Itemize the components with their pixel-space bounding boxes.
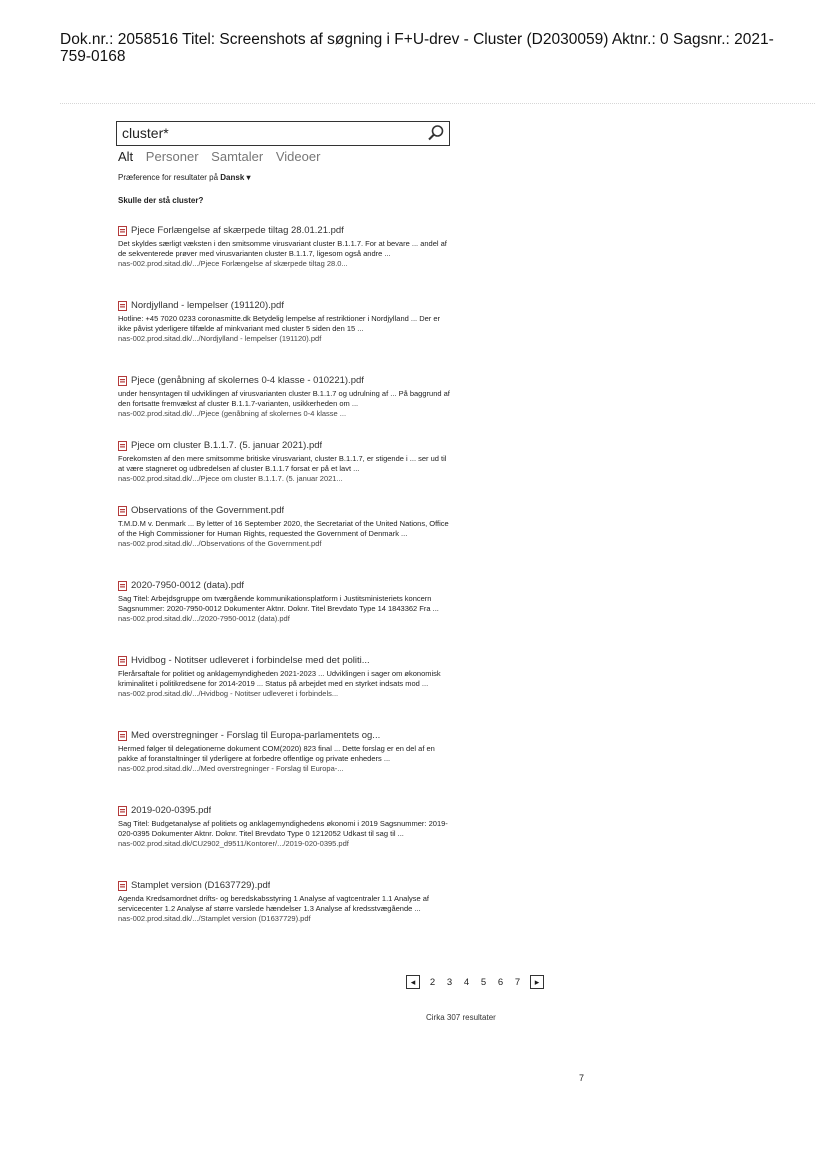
result-title-link[interactable]: 2019-020-0395.pdf <box>131 805 212 816</box>
page-link[interactable]: 2 <box>429 976 436 988</box>
result-snippet: Sag Titel: Arbejdsgruppe om tværgående kommunikationsplatform i Justitsministeriets koncern Sagsnummer: 2020-7950-0012 Dokumenter Aktnr. Doknr. Titel Brevdato Type 14 1843362 Fra ... <box>118 594 439 613</box>
result-title-row <box>118 804 454 817</box>
result-url[interactable]: nas-002.prod.sitad.dk/.../2020-7950-0012 (data).pdf <box>118 614 290 624</box>
page-link[interactable]: 5 <box>480 976 487 988</box>
result-title-row <box>118 504 454 517</box>
page-link[interactable]: 6 <box>497 976 504 988</box>
result-title-link[interactable]: Pjece (genåbning af skolernes 0-4 klasse - 010221).pdf <box>131 375 364 386</box>
result-title-row <box>118 879 454 892</box>
pdf-file-icon <box>118 806 127 816</box>
result-title-row <box>118 439 454 452</box>
search-result <box>118 374 454 419</box>
result-url[interactable]: nas-002.prod.sitad.dk/.../Nordjylland - lempelser (191120).pdf <box>118 334 322 344</box>
pdf-file-icon <box>118 731 127 741</box>
prev-page-button[interactable]: ◂ <box>406 975 420 989</box>
language-dropdown[interactable]: Dansk ▾ <box>220 173 251 182</box>
result-title-row <box>118 729 454 742</box>
tab-all[interactable]: Alt <box>118 149 134 164</box>
spelling-suggestion[interactable]: Skulle der stå cluster? <box>118 196 204 205</box>
search-icon[interactable] <box>427 124 445 142</box>
result-title-link[interactable]: Observations of the Government.pdf <box>131 505 285 516</box>
result-title-row <box>118 299 454 312</box>
page-link[interactable]: 4 <box>463 976 470 988</box>
result-url[interactable]: nas-002.prod.sitad.dk/.../Med overstregninger - Forslag til Europa-... <box>118 764 344 774</box>
search-result <box>118 224 454 269</box>
search-result <box>118 879 454 924</box>
result-count: Cirka 307 resultater <box>426 1013 496 1022</box>
result-snippet: Agenda Kredsamordnet drifts- og beredskabsstyring 1 Analyse af vagtcentraler 1.1 Analyse af servicecenter 1.2 Analyse af større varslede hændelser 1.3 Analyse af kredsstvægående ... <box>118 894 430 913</box>
pdf-file-icon <box>118 881 127 891</box>
result-snippet: Forekomsten af den mere smitsomme britiske virusvariant, cluster B.1.1.7, er stigende i ... ser ud til at være stagneret og udbredelsen af cluster B.1.1.7 forsat er på et lavt ... <box>118 454 447 473</box>
result-url[interactable]: nas-002.prod.sitad.dk/.../Observations of the Government.pdf <box>118 539 322 549</box>
result-snippet: Hermed følger til delegationerne dokument COM(2020) 823 final ... Dette forslag er en del af en pakke af foranstaltninger til yderligere at forbedre offentlige og private enheders ... <box>118 744 435 763</box>
result-title-link[interactable]: Pjece Forlængelse af skærpede tiltag 28.01.21.pdf <box>131 225 344 236</box>
result-snippet: Det skyldes særligt væksten i den smitsomme virusvariant cluster B.1.1.7. For at bevare ... andel af de sekventerede prøver med virusvarianten cluster B.1.1.7, ligesom også andre ... <box>118 239 447 258</box>
pagination <box>406 973 544 991</box>
pdf-file-icon <box>118 441 127 451</box>
result-url[interactable]: nas-002.prod.sitad.dk/.../Stamplet version (D1637729).pdf <box>118 914 311 924</box>
tab-people[interactable]: Personer <box>145 149 199 164</box>
pdf-file-icon <box>118 301 127 311</box>
search-result <box>118 504 454 549</box>
pdf-file-icon <box>118 656 127 666</box>
result-snippet: under hensyntagen til udviklingen af virusvarianten cluster B.1.1.7 og udrulning af ... På baggrund af den fortsatte fremvækst af cluster B.1.1.7-varianten, usikkerheden om ... <box>118 389 450 408</box>
result-title-link[interactable]: Stamplet version (D1637729).pdf <box>131 880 271 891</box>
search-input[interactable] <box>117 122 422 144</box>
result-title-link[interactable]: 2020-7950-0012 (data).pdf <box>131 580 245 591</box>
pdf-file-icon <box>118 226 127 236</box>
page-link[interactable]: 3 <box>446 976 453 988</box>
page-link[interactable]: 7 <box>514 976 521 988</box>
result-title-row <box>118 579 454 592</box>
search-result <box>118 579 454 624</box>
pdf-file-icon <box>118 506 127 516</box>
result-title-link[interactable]: Pjece om cluster B.1.1.7. (5. januar 2021).pdf <box>131 440 323 451</box>
search-result <box>118 299 454 344</box>
next-page-button[interactable]: ▸ <box>530 975 544 989</box>
search-result <box>118 729 454 774</box>
result-title-row <box>118 224 454 237</box>
result-title-link[interactable]: Med overstregninger - Forslag til Europa-parlamentets og... <box>131 730 381 741</box>
page-number: 7 <box>579 1073 585 1083</box>
search-result <box>118 439 454 484</box>
result-url[interactable]: nas-002.prod.sitad.dk/.../Hvidbog - Notitser udleveret i forbindels... <box>118 689 339 699</box>
result-snippet: Hotline: +45 7020 0233 coronasmitte.dk Betydelig lempelse af restriktioner i Nordjylland ... Der er ikke påvist yderligere tilfælde af minkvariant med cluster 5 siden den 15 ... <box>118 314 441 333</box>
document-header: Dok.nr.: 2058516 Titel: Screenshots af søgning i F+U-drev - Cluster (D2030059) Aktnr.: 0 Sagsnr.: 2021-759-0168 <box>60 31 774 65</box>
result-title-row <box>118 374 454 387</box>
search-result <box>118 804 454 849</box>
result-url[interactable]: nas-002.prod.sitad.dk/.../Pjece Forlængelse af skærpede tiltag 28.0... <box>118 259 348 269</box>
search-result <box>118 654 454 699</box>
search-tabs <box>118 149 329 164</box>
result-preference <box>118 173 251 182</box>
header-divider <box>60 103 815 104</box>
result-snippet: Sag Titel: Budgetanalyse af politiets og anklagemyndighedens økonomi i 2019 Sagsnummer: 2019-020-0395 Dokumenter Aktnr. Doknr. Titel Brevdato Type 0 1212052 Udkast til sag til ... <box>118 819 448 838</box>
search-box[interactable] <box>116 121 450 146</box>
result-title-link[interactable]: Hvidbog - Notitser udleveret i forbindelse med det politi... <box>131 655 370 666</box>
tab-conversations[interactable]: Samtaler <box>211 149 264 164</box>
preference-label: Præference for resultater på <box>118 173 219 182</box>
result-url[interactable]: nas-002.prod.sitad.dk/.../Pjece (genåbning af skolernes 0-4 klasse ... <box>118 409 347 419</box>
result-title-link[interactable]: Nordjylland - lempelser (191120).pdf <box>131 300 284 311</box>
pdf-file-icon <box>118 581 127 591</box>
result-snippet: T.M.D.M v. Denmark ... By letter of 16 September 2020, the Secretariat of the United Nations, Office of the High Commissioner for Human Rights, requested the Government of Denmark ... <box>118 519 449 538</box>
pdf-file-icon <box>118 376 127 386</box>
result-url[interactable]: nas-002.prod.sitad.dk/CU2902_d9511/Kontorer/.../2019-020-0395.pdf <box>118 839 349 849</box>
tab-videos[interactable]: Videoer <box>275 149 321 164</box>
result-url[interactable]: nas-002.prod.sitad.dk/.../Pjece om cluster B.1.1.7. (5. januar 2021... <box>118 474 343 484</box>
result-title-row <box>118 654 454 667</box>
result-snippet: Flerårsaftale for politiet og anklagemyndigheden 2021-2023 ... Udviklingen i sager om økonomisk kriminalitet i politikredsene for 2014-2019 ... Status på arbejdet med en styrket indsats mod ... <box>118 669 441 688</box>
